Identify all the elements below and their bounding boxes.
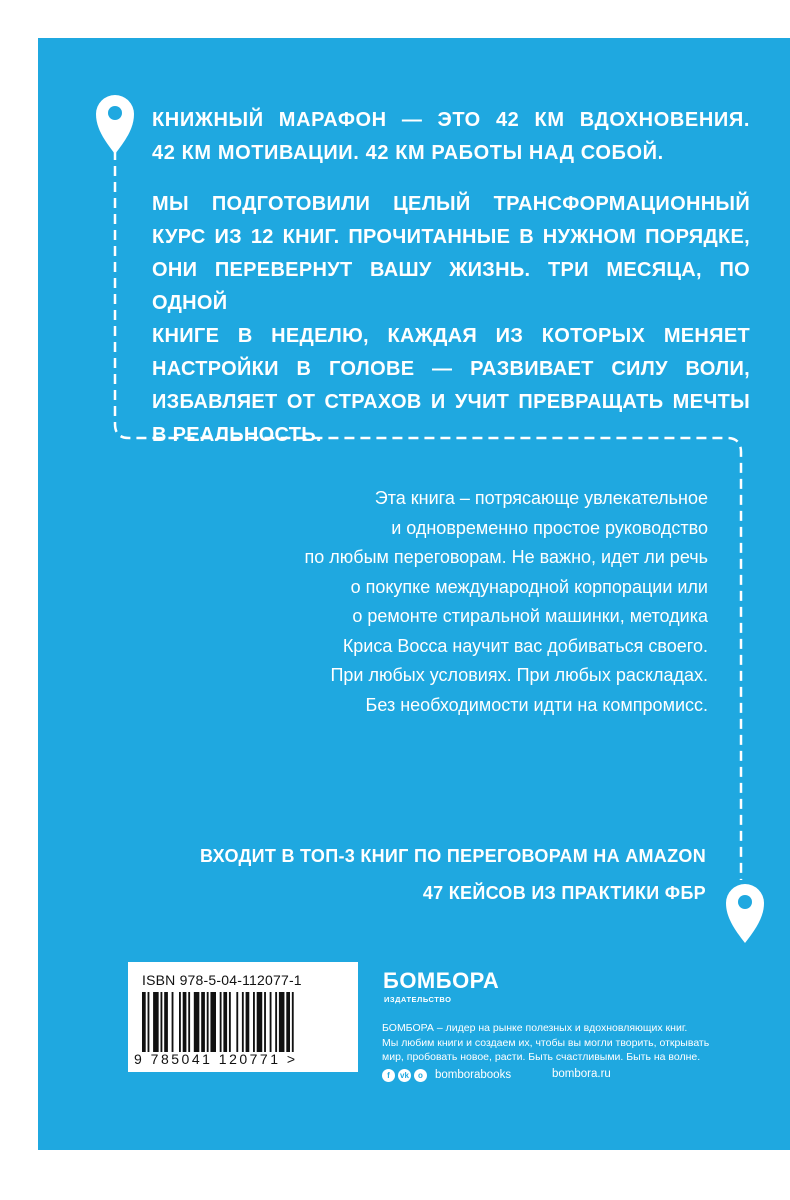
facebook-icon[interactable]: f <box>382 1069 395 1082</box>
barcode-number: 9 785041 120771 > <box>134 1051 298 1067</box>
text-line: мир, пробовать новое, расти. Быть счастливыми. Быть на волне. <box>382 1051 701 1063</box>
text-line: Эта книга – потрясающе увлекательное <box>374 488 708 508</box>
text-line: Мы любим книги и создаем их, чтобы вы могли творить, открывать <box>382 1036 710 1049</box>
text-line: по любым переговорам. Не важно, идет ли речь <box>304 547 708 567</box>
highlight-fbi-cases: 47 КЕЙСОВ ИЗ ПРАКТИКИ ФБР <box>422 883 706 903</box>
book-description <box>230 484 708 720</box>
highlights <box>200 838 706 912</box>
text-line: о покупке международной корпорации или <box>350 576 708 597</box>
vk-icon[interactable]: vk <box>398 1069 411 1082</box>
publisher-subtitle: ИЗДАТЕЛЬСТВО <box>384 995 452 1004</box>
publisher-logo: БОМБОРА <box>383 968 500 993</box>
text-line: ОНИ ПЕРЕВЕРНУТ ВАШУ ЖИЗНЬ. ТРИ МЕСЯЦА, ПО ОДНОЙ <box>152 259 750 314</box>
website-link[interactable]: bombora.ru <box>552 1068 611 1080</box>
barcode <box>142 992 342 1052</box>
text-line: Без необходимости идти на компромисс. <box>365 694 708 715</box>
publisher-blurb <box>382 1021 782 1065</box>
marathon-heading <box>152 104 750 170</box>
highlight-amazon: ВХОДИТ В ТОП-3 КНИГ ПО ПЕРЕГОВОРАМ НА AMAZON <box>199 846 706 866</box>
text-line: ИЗБАВЛЯЕТ ОТ СТРАХОВ И УЧИТ ПРЕВРАЩАТЬ МЕЧТЫ <box>152 391 750 413</box>
text-line: КНИГЕ В НЕДЕЛЮ, КАЖДАЯ ИЗ КОТОРЫХ МЕНЯЕТ <box>152 325 750 347</box>
text-line: КУРС ИЗ 12 КНИГ. ПРОЧИТАННЫЕ В НУЖНОМ ПОРЯДКЕ, <box>152 226 750 248</box>
text-line: о ремонте стиральной машинки, методика <box>352 606 708 626</box>
text-line: КНИЖНЫЙ МАРАФОН — ЭТО 42 КМ ВДОХНОВЕНИЯ. <box>152 109 750 131</box>
text-line: БОМБОРА – лидер на рынке полезных и вдохновляющих книг. <box>382 1022 688 1034</box>
text-line: и одновременно простое руководство <box>391 517 708 538</box>
social-handle[interactable]: bomborabooks <box>435 1069 512 1081</box>
text-line: Криса Восса научит вас добиваться своего. <box>342 635 708 656</box>
text-line: При любых условиях. При любых раскладах. <box>330 665 708 685</box>
barcode-panel <box>128 962 358 1072</box>
course-paragraph <box>152 188 750 452</box>
text-line: НАСТРОЙКИ В ГОЛОВЕ — РАЗВИВАЕТ СИЛУ ВОЛИ, <box>152 358 750 380</box>
odnoklassniki-icon[interactable]: o <box>414 1069 427 1082</box>
text-line: В РЕАЛЬНОСТЬ. <box>152 424 322 446</box>
text-line: МЫ ПОДГОТОВИЛИ ЦЕЛЫЙ ТРАНСФОРМАЦИОННЫЙ <box>152 193 750 215</box>
text-line: 42 КМ МОТИВАЦИИ. 42 КМ РАБОТЫ НАД СОБОЙ. <box>152 142 664 164</box>
social-links <box>382 1067 511 1083</box>
isbn-label: ISBN 978-5-04-112077-1 <box>142 972 302 988</box>
